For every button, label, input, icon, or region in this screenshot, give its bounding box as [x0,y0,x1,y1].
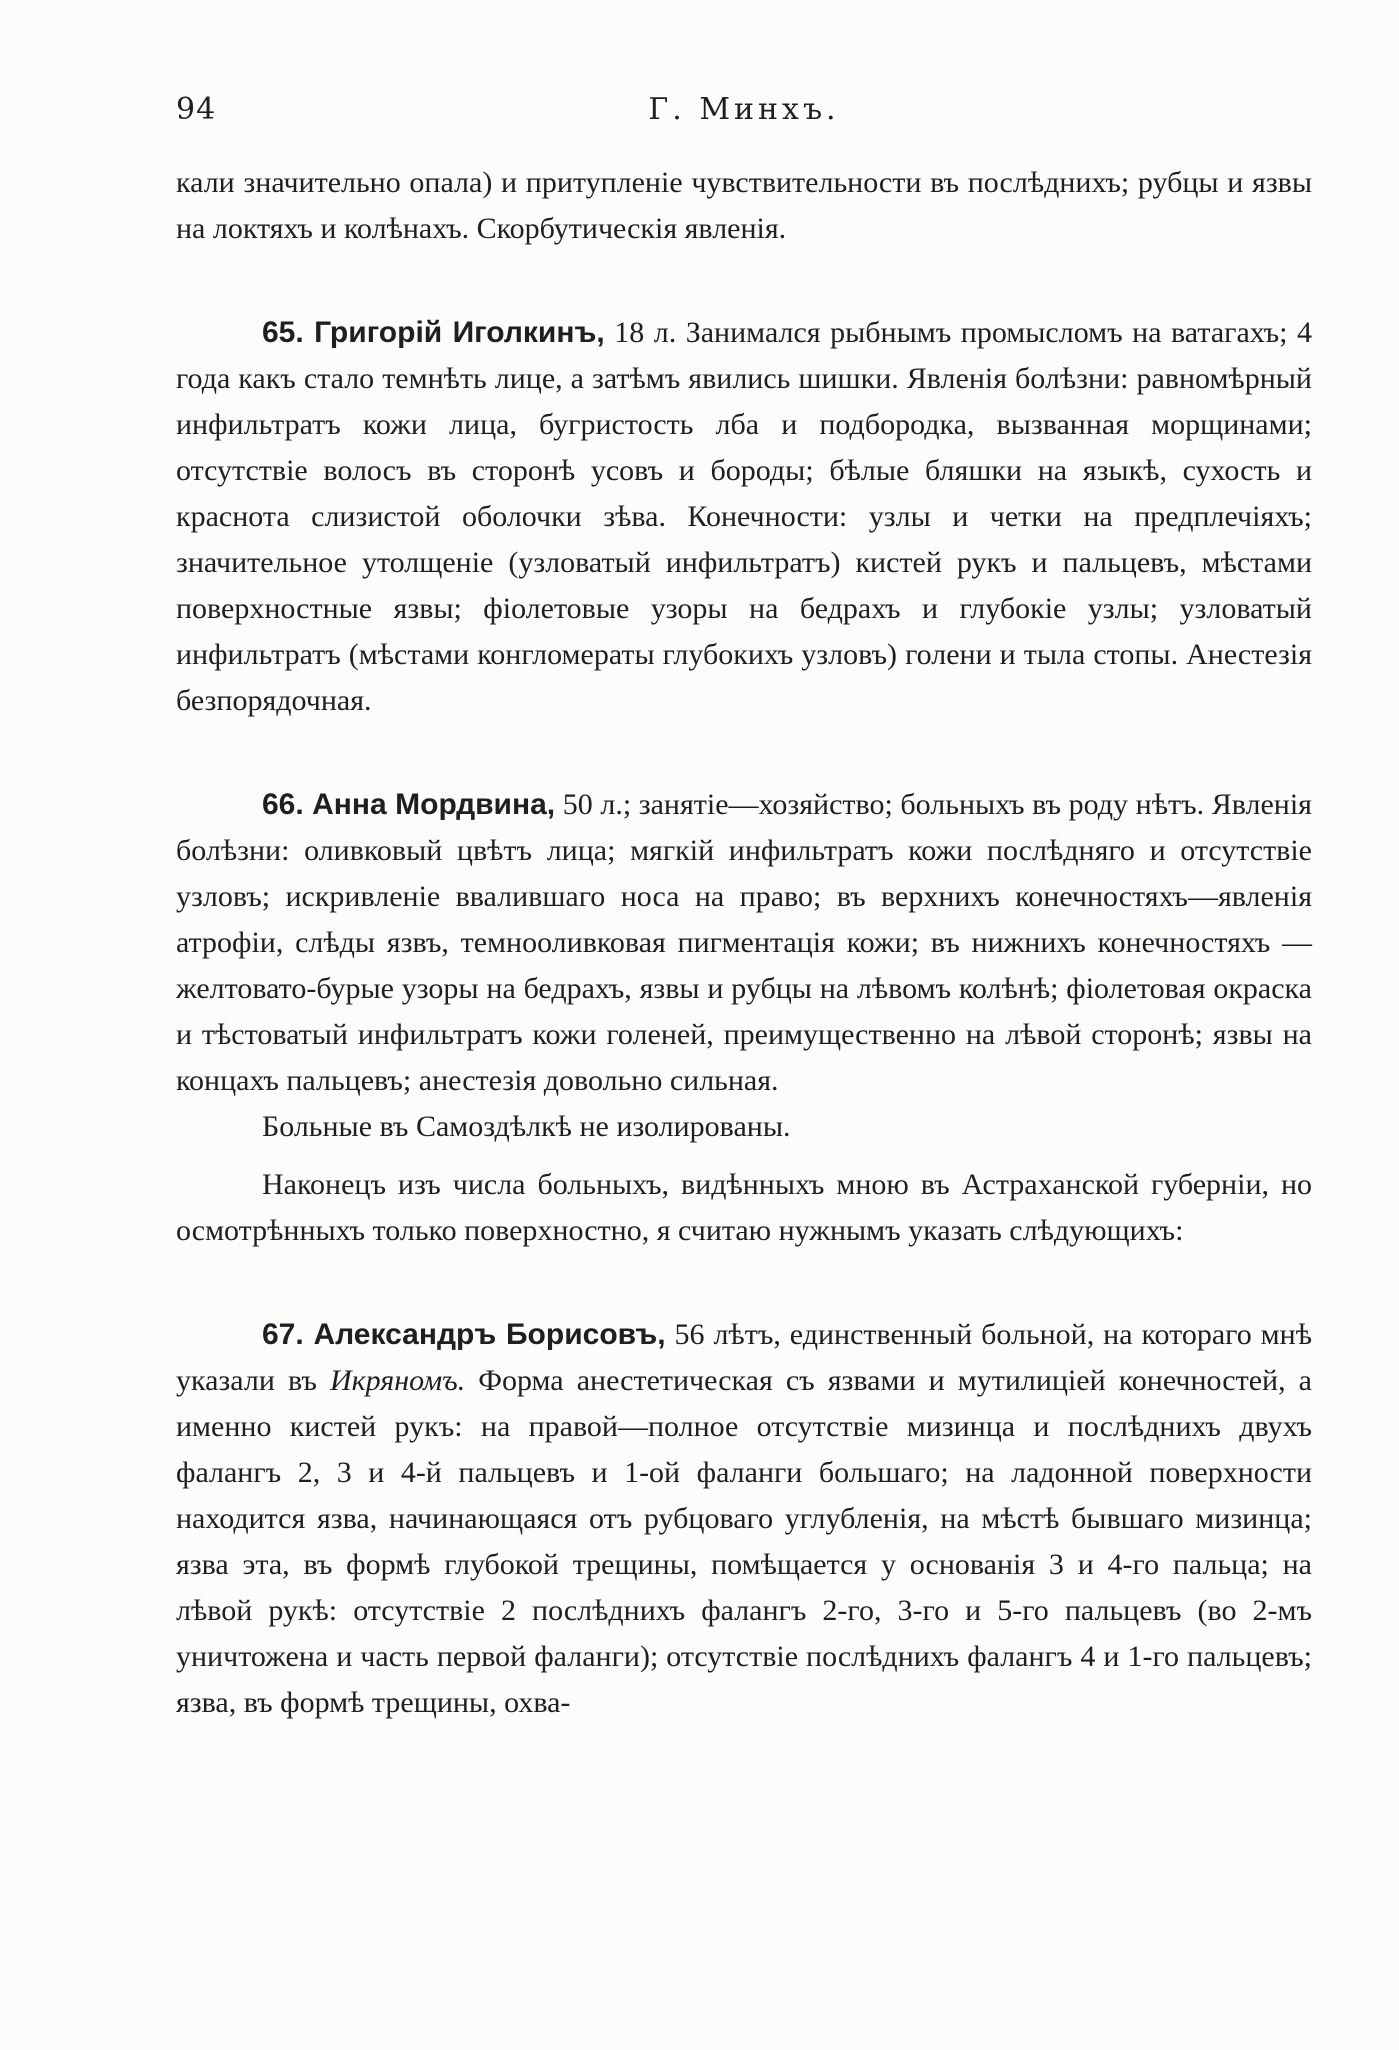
paragraph-not-isolated: Больные въ Самоздѣлкѣ не изолированы. [262,1110,791,1143]
entry-66 [176,782,1312,1104]
entry-66-heading: 66. Анна Мордвина, [262,788,556,821]
entry-67-text-a: 56 лѣтъ, единственный больной, на котораго мнѣ указали въ [176,1318,1312,1397]
entry-66-text: 50 л.; занятіе—хозяйство; больныхъ въ роду нѣтъ. Явленія болѣзни: оливковый цвѣтъ лица; мягкій инфильтратъ кожи послѣдняго и отсутствіе узловъ; искривленіе ввалившаго носа на право; въ верхнихъ конечностяхъ—явленія атрофіи, слѣды язвъ, темнооливковая пигментація кожи; въ нижнихъ конечностяхъ — желтовато-бурые узоры на бедрахъ, язвы и рубцы на лѣвомъ колѣнѣ; фіолетовая окраска и тѣстоватый инфильтратъ кожи голеней, преимущественно на лѣвой сторонѣ; язвы на концахъ пальцевъ; анестезія довольно сильная. [176,788,1312,1097]
body-text [176,160,1312,1726]
paragraph-finally: Наконецъ изъ числа больныхъ, видѣнныхъ мною въ Астраханской губерніи, но осмотрѣнныхъ только поверхностно, я считаю нужнымъ указать слѣдующихъ: [176,1168,1312,1247]
entry-67-place: Икряномъ. [329,1364,466,1397]
entry-65 [176,310,1312,724]
entry-65-heading: 65. Григорій Иголкинъ, [262,316,605,349]
entry-67-text-b: Форма анестетическая съ язвами и мутилиціей конечностей, а именно кистей рукъ: на правой—полное отсутствіе мизинца и послѣднихъ двухъ фалангъ 2, 3 и 4-й пальцевъ и 1-ой фаланги большаго; на ладонной поверхности находится язва, начинающаяся отъ рубцоваго углубленія, на мѣстѣ бывшаго мизинца; язва эта, въ формѣ глубокой трещины, помѣщается у основанія 3 и 4-го пальца; на лѣвой рукѣ: отсутствіе 2 послѣднихъ фалангъ 2-го, 3-го и 5-го пальцевъ (во 2-мъ уничтожена и часть первой фаланги); отсутствіе послѣднихъ фалангъ 4 и 1-го пальцевъ; язва, въ формѣ трещины, охва- [176,1364,1312,1719]
entry-65-text: 18 л. Занимался рыбнымъ промысломъ на ватагахъ; 4 года какъ стало темнѣть лице, а затѣмъ явились шишки. Явленія болѣзни: равномѣрный инфильтратъ кожи лица, бугристость лба и подбородка, вызванная морщинами; отсутствіе волосъ въ сторонѣ усовъ и бороды; бѣлые бляшки на языкѣ, сухость и краснота слизистой оболочки зѣва. Конечности: узлы и четки на предплечіяхъ; значительное утолщеніе (узловатый инфильтратъ) кистей рукъ и пальцевъ, мѣстами поверхностные язвы; фіолетовые узоры на бедрахъ и глубокіе узлы; узловатый инфильтратъ (мѣстами конгломераты глубокихъ узловъ) голени и тыла стопы. Анестезія безпорядочная. [176,316,1312,717]
page-header [176,92,1312,132]
running-head: Г. Минхъ. [648,92,840,127]
paragraph-continuation: кали значительно опала) и притупленіе чувствительности въ послѣднихъ; рубцы и язвы на локтяхъ и колѣнахъ. Скорбутическія явленія. [176,166,1312,245]
page-number: 94 [176,92,217,127]
entry-67-heading: 67. Александръ Борисовъ, [262,1318,666,1351]
entry-67 [176,1312,1312,1726]
